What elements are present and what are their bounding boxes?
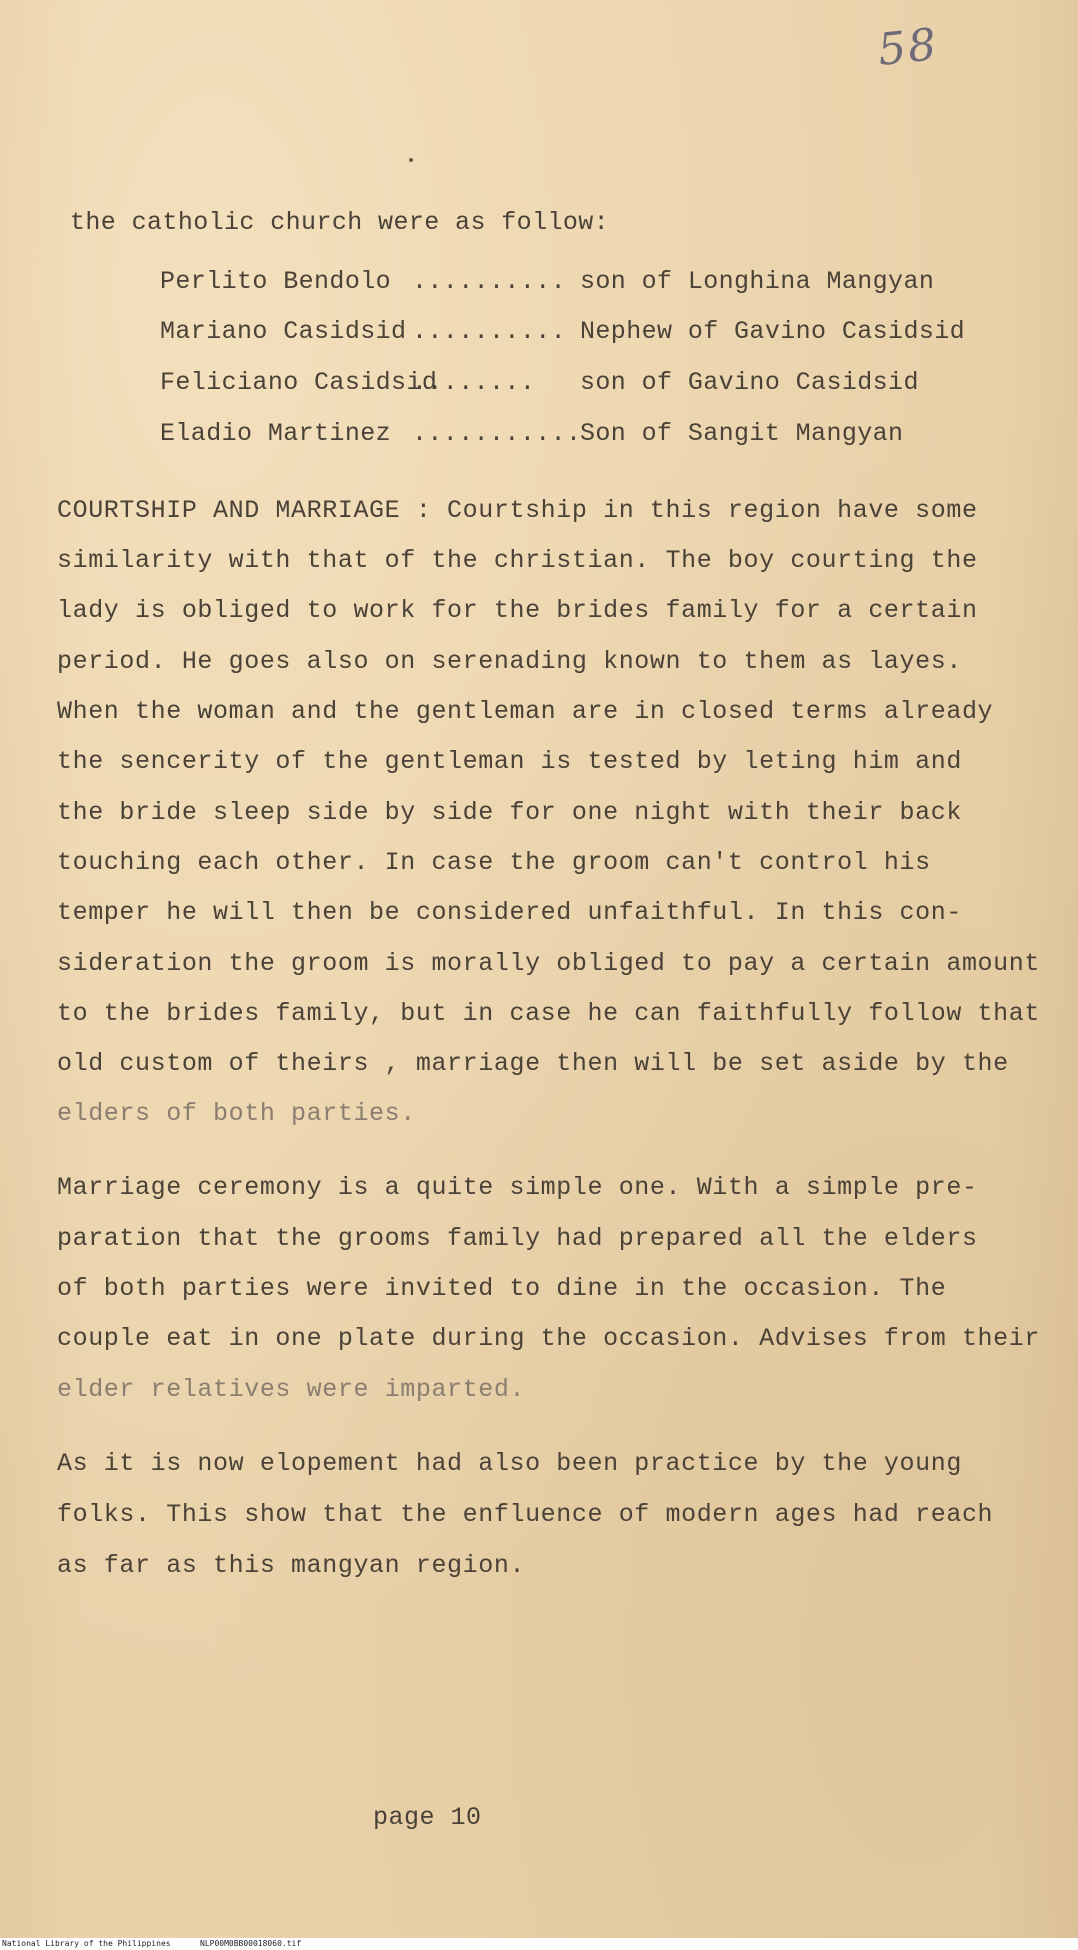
paragraph-line: to the brides family, but in case he can faithfully follow that bbox=[57, 999, 1040, 1028]
member-name: Perlito Bendolo bbox=[160, 267, 392, 296]
paragraph-line: old custom of theirs , marriage then will be set aside by the bbox=[57, 1049, 1009, 1078]
dot-leader: .......... bbox=[412, 267, 567, 296]
list-item bbox=[160, 317, 965, 346]
dot-leader: ........ bbox=[412, 368, 536, 397]
ink-speck bbox=[409, 158, 413, 162]
member-name: Mariano Casidsid bbox=[160, 317, 407, 346]
member-relation: son of Longhina Mangyan bbox=[580, 267, 935, 296]
archive-file-id: NLP00M0BB00018060.tif bbox=[200, 1939, 302, 1948]
dot-leader: ........... bbox=[412, 419, 582, 448]
paragraph-line: sideration the groom is morally obliged to pay a certain amount bbox=[57, 949, 1040, 978]
handwritten-page-number: 58 bbox=[875, 19, 941, 76]
list-item bbox=[160, 267, 934, 296]
paragraph-line: of both parties were invited to dine in the occasion. The bbox=[57, 1274, 947, 1303]
dot-leader: .......... bbox=[412, 317, 567, 346]
member-name: Eladio Martinez bbox=[160, 419, 392, 448]
paragraph-line: the sencerity of the gentleman is tested by leting him and bbox=[57, 747, 962, 776]
paragraph-line: the bride sleep side by side for one night with their back bbox=[57, 798, 962, 827]
intro-line: the catholic church were as follow: bbox=[70, 208, 610, 237]
paragraph-line: couple eat in one plate during the occasion. Advises from their bbox=[57, 1324, 1040, 1353]
paragraph-line: COURTSHIP AND MARRIAGE : Courtship in this region have some bbox=[57, 496, 978, 525]
member-relation: son of Gavino Casidsid bbox=[580, 368, 919, 397]
member-relation: Nephew of Gavino Casidsid bbox=[580, 317, 966, 346]
paragraph-line: elder relatives were imparted. bbox=[57, 1375, 526, 1404]
paragraph-line: folks. This show that the enfluence of modern ages had reach bbox=[57, 1500, 994, 1529]
page-label: page 10 bbox=[373, 1803, 482, 1832]
paragraph-line: paration that the grooms family had prepared all the elders bbox=[57, 1224, 978, 1253]
paragraph-line: touching each other. In case the groom can't control his bbox=[57, 848, 931, 877]
paragraph-line: elders of both parties. bbox=[57, 1099, 416, 1128]
paragraph-line: lady is obliged to work for the brides family for a certain bbox=[57, 596, 978, 625]
paragraph-line: As it is now elopement had also been practice by the young bbox=[57, 1449, 962, 1478]
paragraph-line: temper he will then be considered unfaithful. In this con- bbox=[57, 898, 962, 927]
paragraph-line: similarity with that of the christian. The boy courting the bbox=[57, 546, 978, 575]
list-item bbox=[160, 419, 903, 448]
list-item bbox=[160, 368, 919, 397]
member-relation: Son of Sangit Mangyan bbox=[580, 419, 904, 448]
paragraph-line: When the woman and the gentleman are in closed terms already bbox=[57, 697, 994, 726]
paragraph-line: Marriage ceremony is a quite simple one. With a simple pre- bbox=[57, 1173, 978, 1202]
paragraph-line: period. He goes also on serenading known to them as layes. bbox=[57, 647, 962, 676]
archive-institution: National Library of the Philippines bbox=[2, 1939, 171, 1948]
member-name: Feliciano Casidsid bbox=[160, 368, 438, 397]
paragraph-line: as far as this mangyan region. bbox=[57, 1551, 526, 1580]
archive-footer bbox=[0, 1938, 1078, 1950]
